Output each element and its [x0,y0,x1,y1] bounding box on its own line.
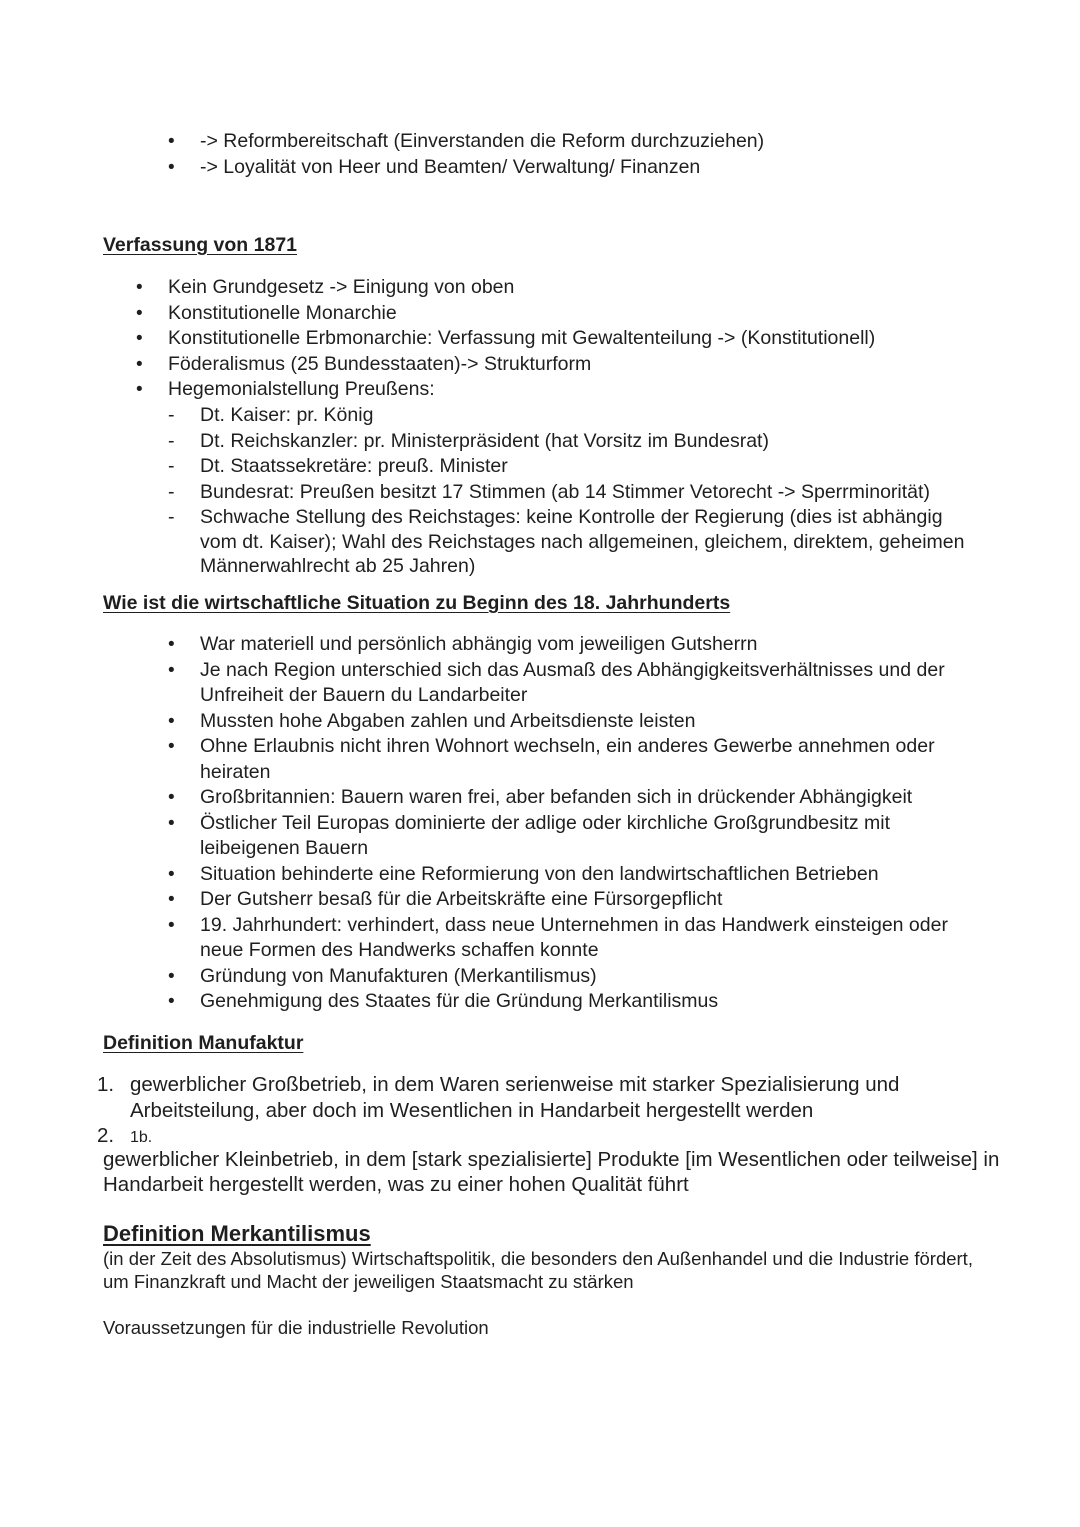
heading-manufaktur: Definition Manufaktur [103,1032,304,1054]
list-item: • Großbritannien: Bauern waren frei, aber befanden sich in drückender Abhängigkeit [200,785,990,811]
list-item: - Bundesrat: Preußen besitzt 17 Stimmen (ab 14 Stimmer Vetorecht -> Sperrminorität) [200,480,970,506]
list-number: 1. [97,1073,115,1096]
list-item: - Dt. Reichskanzler: pr. Ministerpräsident (hat Vorsitz im Bundesrat) [200,429,970,455]
list-item: - Dt. Kaiser: pr. König [200,403,970,429]
list-item: • Konstitutionelle Erbmonarchie: Verfassung mit Gewaltenteilung -> (Konstitutionell) [168,326,1008,352]
manufaktur-paragraph: gewerblicher Kleinbetrieb, in dem [stark spezialisierte] Produkte [im Wesentlichen oder teilweise] in Handarbeit hergestellt werden, was zu einer hohen Qualität führt [103,1148,1000,1196]
heading-wirtschaft: Wie ist die wirtschaftliche Situation zu Beginn des 18. Jahrhunderts [103,592,731,614]
list-item-text: gewerblicher Großbetrieb, in dem Waren serienweise mit starker Spezialisierung und Arbeitsteilung, aber doch im Wesentlichen in Handarbeit hergestellt werden [130,1073,900,1122]
list-number: 2. [97,1124,115,1147]
list-item: • War materiell und persönlich abhängig vom jeweiligen Gutsherrn [200,632,990,658]
list-item [97,1072,970,1123]
heading-verfassung: Verfassung von 1871 [103,234,298,256]
list-item: • Östlicher Teil Europas dominierte der adlige oder kirchliche Großgrundbesitz mit leibeigenen Bauern [200,811,990,862]
list-item: • Hegemonialstellung Preußens: [168,377,1008,403]
list-item: • Genehmigung des Staates für die Gründung Merkantilismus [200,989,990,1015]
list-item: • Der Gutsherr besaß für die Arbeitskräfte eine Fürsorgepflicht [200,887,990,913]
list-item: • Je nach Region unterschied sich das Ausmaß des Abhängigkeitsverhältnisses und der Unfreiheit der Bauern du Landarbeiter [200,658,990,709]
list-item: • Konstitutionelle Monarchie [168,301,1008,327]
list-item: • 19. Jahrhundert: verhindert, dass neue Unternehmen in das Handwerk einsteigen oder neue Formen des Handwerks schaffen konnte [200,913,990,964]
list-item: • -> Reformbereitschaft (Einverstanden die Reform durchzuziehen) [200,129,1020,155]
list-item: • Föderalismus (25 Bundesstaaten)-> Strukturform [168,352,1008,378]
list-item-text: 1b. [130,1129,153,1146]
heading-merkantilismus: Definition Merkantilismus [103,1221,371,1246]
top-bullet-list [200,129,1020,180]
footer-text: Voraussetzungen für die industrielle Revolution [103,1317,489,1338]
list-item: • Gründung von Manufakturen (Merkantilismus) [200,964,990,990]
list-item: • Kein Grundgesetz -> Einigung von oben [168,275,1008,301]
merkantilismus-paragraph: (in der Zeit des Absolutismus) Wirtschaftspolitik, die besonders den Außenhandel und die Industrie fördert, um Finanzkraft und Macht der jeweiligen Staatsmacht zu stärken [103,1248,973,1292]
list-item: • Ohne Erlaubnis nicht ihren Wohnort wechseln, ein anderes Gewerbe annehmen oder heiraten [200,734,990,785]
list-item: • -> Loyalität von Heer und Beamten/ Verwaltung/ Finanzen [200,155,1020,181]
wirtschaft-list [200,632,990,1015]
verfassung-sub-list [200,403,970,579]
list-item: - Dt. Staatssekretäre: preuß. Minister [200,454,970,480]
list-item: • Mussten hohe Abgaben zahlen und Arbeitsdienste leisten [200,709,990,735]
manufaktur-numbered-list [97,1072,970,1151]
list-item: - Schwache Stellung des Reichstages: keine Kontrolle der Regierung (dies ist abhängig vom dt. Kaiser); Wahl des Reichstages nach allgemeinen, gleichem, direktem, geheimen Männerwahlrecht ab 25 Jahren) [200,505,970,579]
list-item: • Situation behinderte eine Reformierung von den landwirtschaftlichen Betrieben [200,862,990,888]
verfassung-list [168,275,1008,403]
